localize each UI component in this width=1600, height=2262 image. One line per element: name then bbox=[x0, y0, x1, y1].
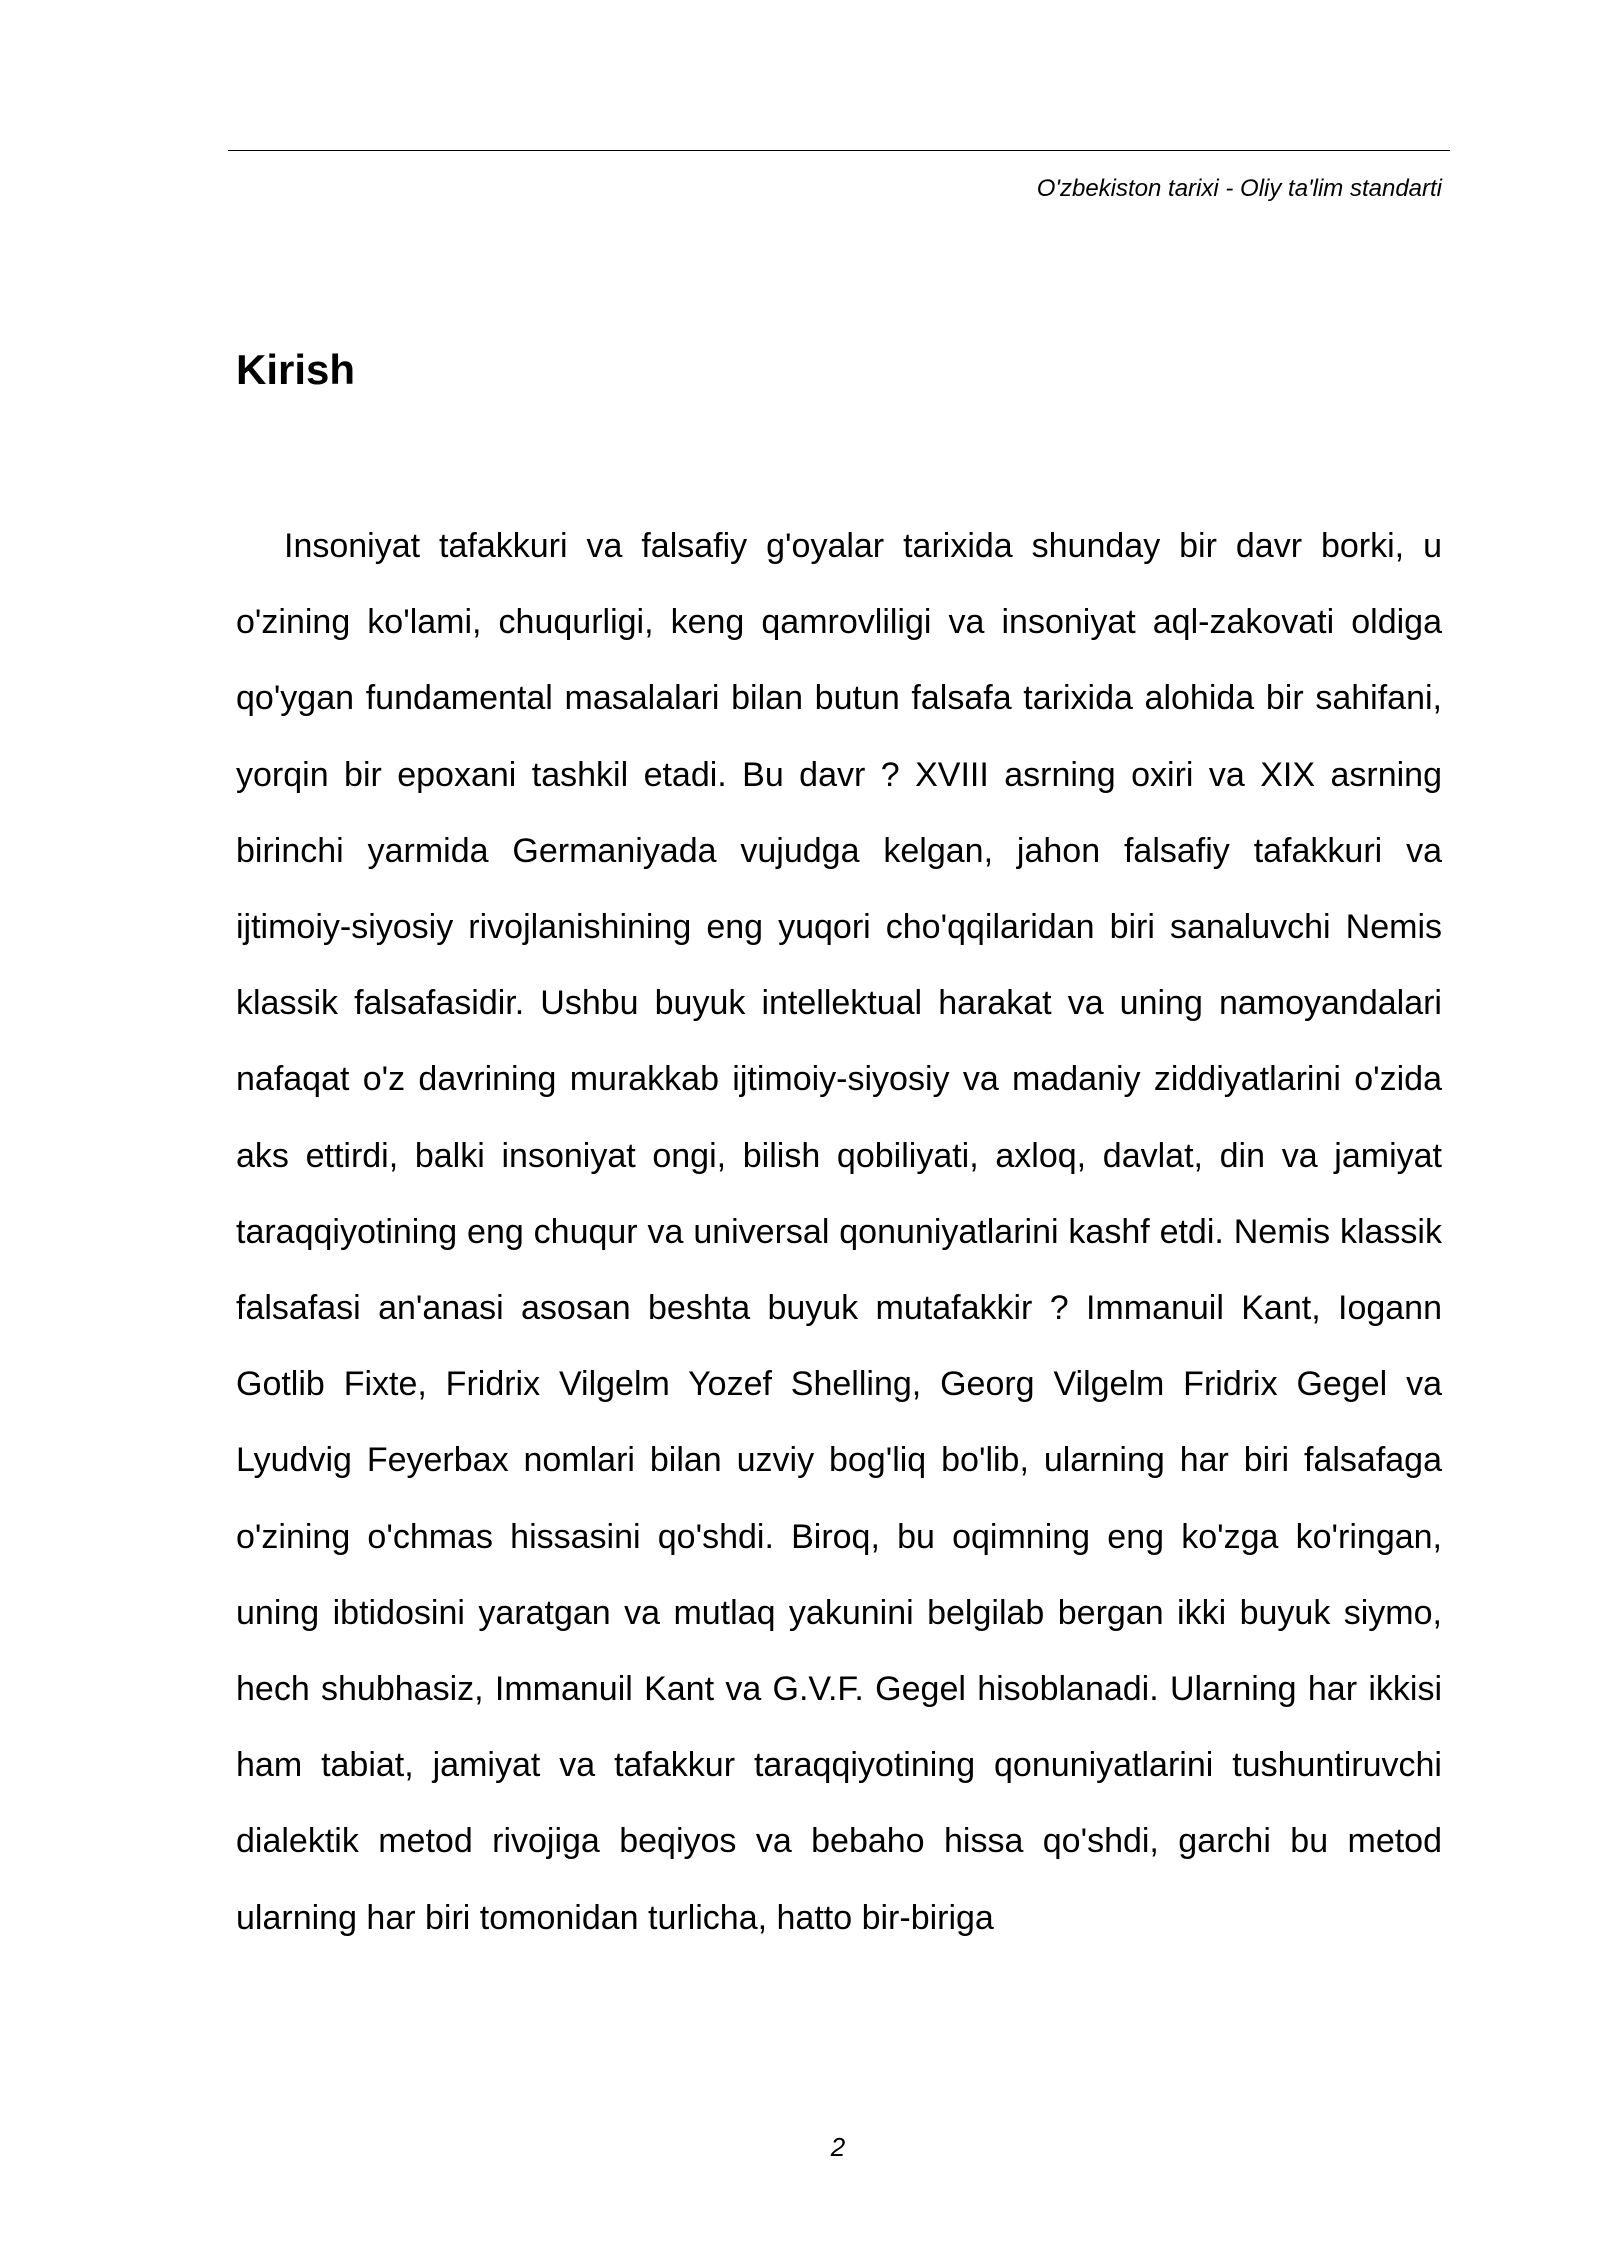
section-heading: Kirish bbox=[236, 346, 356, 393]
body-paragraph: Insoniyat tafakkuri va falsafiy g'oyalar tarixida shunday bir davr borki, u o'zining ko'lami, chuqurligi, keng qamrovliligi va insoniyat aql-zakovati oldiga qo'ygan fundamental masalalari bilan butun falsafa tarixida alohida bir sahifani, yorqin bir epoxani tashkil etadi. Bu davr ? XVIII asrning oxiri va XIX asrning birinchi yarmida Germaniyada vujudga kelgan, jahon falsafiy tafakkuri va ijtimoiy-siyosiy rivojlanishining eng yuqori cho'qqilaridan biri sanaluvchi Nemis klassik falsafasidir. Ushbu buyuk intellektual harakat va uning namoyandalari nafaqat o'z davrining murakkab ijtimoiy-siyosiy va madaniy ziddiyatlarini o'zida aks ettirdi, balki insoniyat ongi, bilish qobiliyati, axloq, davlat, din va jamiyat taraqqiyotining eng chuqur va universal qonuniyatlarini kashf etdi. Nemis klassik falsafasi an'anasi asosan beshta buyuk mutafakkir ? Immanuil Kant, Iogann Gotlib Fixte, Fridrix Vilgelm Yozef Shelling, Georg Vilgelm Fridrix Gegel va Lyudvig Feyerbax nomlari bilan uzviy bog'liq bo'lib, ularning har biri falsafaga o'zining o'chmas hissasini qo'shdi. Biroq, bu oqimning eng ko'zga ko'ringan, uning ibtidosini yaratgan va mutlaq yakunini belgilab bergan ikki buyuk siymo, hech shubhasiz, Immanuil Kant va G.V.F. Gegel hisoblanadi. Ularning har ikkisi ham tabiat, jamiyat va tafakkur taraqqiyotining qonuniyatlarini tushuntiruvchi dialektik metod rivojiga beqiyos va bebaho hissa qo'shdi, garchi bu metod ularning har biri tomonidan turlicha, hatto bir-biriga bbox=[236, 527, 1442, 1937]
page-number: 2 bbox=[830, 2132, 846, 2162]
header-divider bbox=[228, 150, 1450, 151]
running-header: O'zbekiston tarixi - Oliy ta'lim standarti bbox=[1036, 175, 1442, 202]
